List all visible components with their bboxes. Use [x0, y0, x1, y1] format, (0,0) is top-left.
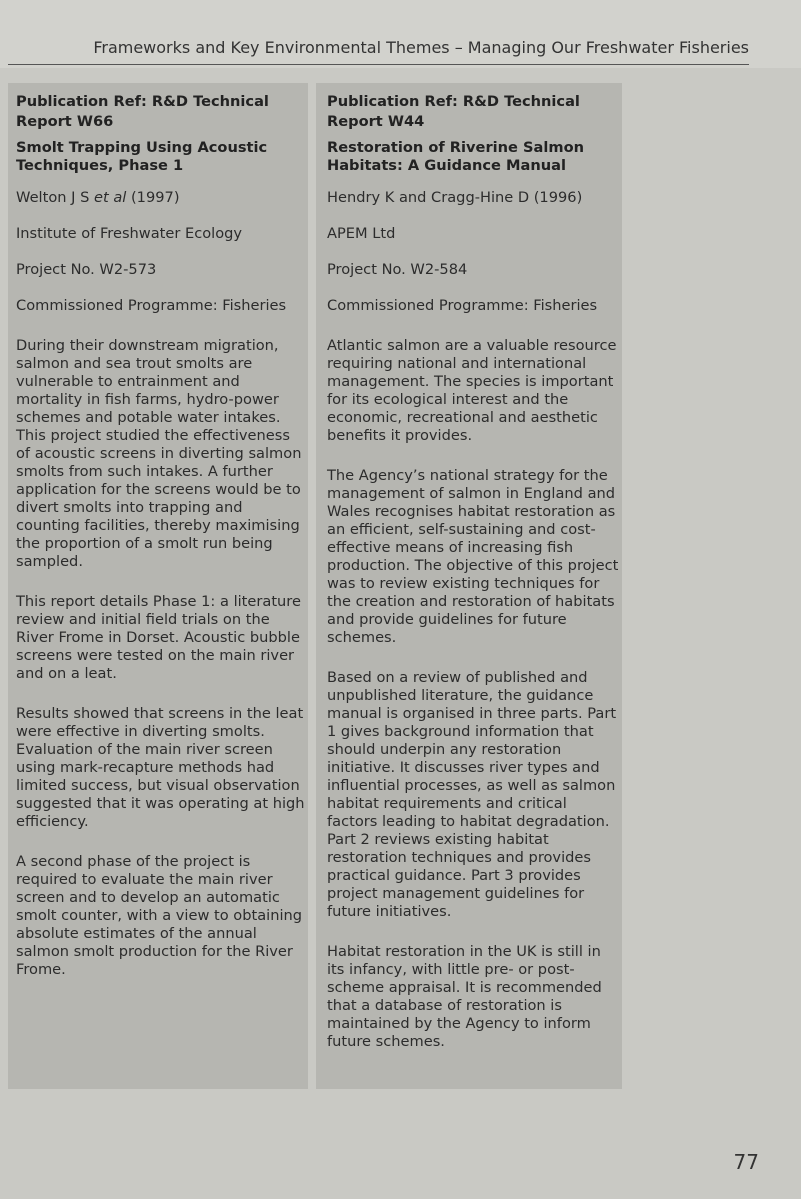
publication-programme: Commissioned Programme: Fisheries: [327, 297, 598, 314]
abstract-paragraph: Results showed that screens in the leat were effective in diverting smolts. Evaluation of the main river screen using mark-recapture methods had limited success, but visual observation suggested that it was operating at high efficiency.: [16, 705, 305, 830]
publication-project: Project No. W2-573: [16, 261, 157, 278]
publication-authors: Welton J S et al (1997): [16, 189, 180, 206]
publication-ref: Publication Ref: R&D Technical Report W66: [16, 93, 269, 130]
publication-project: Project No. W2-584: [327, 261, 468, 278]
header-title: Frameworks and Key Environmental Themes – Managing Our Freshwater Fisheries: [93, 38, 749, 57]
abstract-paragraph: Atlantic salmon are a valuable resource requiring national and international management. The species is important for its ecological interest and the economic, recreational and aesthetic benefits it provides.: [327, 337, 617, 444]
publication-organisation: APEM Ltd: [327, 225, 396, 242]
page-header: [0, 0, 801, 68]
publication-w44: [327, 92, 619, 1073]
abstract-paragraph: During their downstream migration, salmon and sea trout smolts are vulnerable to entrainment and mortality in fish farms, hydro-power schemes and potable water intakes. This project studied the effectiveness of acoustic screens in diverting salmon smolts from such intakes. A further application for the screens would be to divert smolts into trapping and counting facilities, thereby maximising the proportion of a smolt run being sampled.: [16, 337, 302, 570]
publication-authors: Hendry K and Cragg-Hine D (1996): [327, 189, 583, 206]
publication-w66: [16, 92, 306, 1001]
publication-programme: Commissioned Programme: Fisheries: [16, 297, 287, 314]
abstract-paragraph: Habitat restoration in the UK is still in its infancy, with little pre- or post-scheme appraisal. It is recommended that a database of restoration is maintained by the Agency to inform future schemes.: [327, 943, 602, 1050]
abstract-paragraph: This report details Phase 1: a literature review and initial field trials on the River Frome in Dorset. Acoustic bubble screens were tested on the main river and on a leat.: [16, 593, 301, 682]
page-number: 77: [733, 1150, 759, 1174]
publication-ref: Publication Ref: R&D Technical Report W44: [327, 93, 580, 130]
publication-title: Restoration of Riverine Salmon Habitats: A Guidance Manual: [327, 139, 585, 174]
abstract-paragraph: Based on a review of published and unpublished literature, the guidance manual is organised in three parts. Part 1 gives background information that should underpin any restoration initiative. It discusses river types and influential processes, as well as salmon habitat requirements and critical factors leading to habitat degradation. Part 2 reviews existing habitat restoration techniques and provides practical guidance. Part 3 provides project management guidelines for future initiatives.: [327, 669, 617, 920]
abstract-paragraph: The Agency’s national strategy for the management of salmon in England and Wales recognises habitat restoration as an efficient, self-sustaining and cost-effective means of increasing fish production. The objective of this project was to review existing techniques for the creation and restoration of habitats and provide guidelines for future schemes.: [327, 467, 619, 646]
abstract-paragraph: A second phase of the project is required to evaluate the main river screen and to develop an automatic smolt counter, with a view to obtaining absolute estimates of the annual salmon smolt production for the River Frome.: [16, 853, 303, 978]
publication-title: Smolt Trapping Using Acoustic Techniques, Phase 1: [16, 139, 268, 174]
publication-organisation: Institute of Freshwater Ecology: [16, 225, 243, 242]
header-rule: [8, 64, 749, 65]
